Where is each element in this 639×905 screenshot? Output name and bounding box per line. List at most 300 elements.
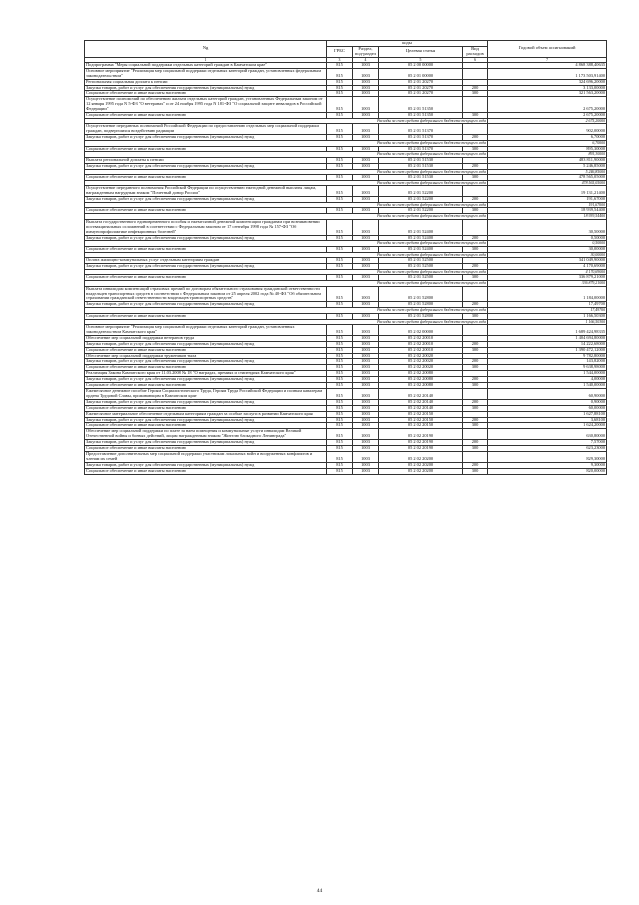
row-amount: 9 782,80000 [488, 353, 607, 359]
row-name: Закупка товаров, работ и услуг для обеспечения государственных (муниципальных) нужд [85, 462, 327, 468]
row-grbs: 815 [327, 146, 353, 152]
subtotal-amount: 6,70000 [488, 141, 607, 146]
row-target: 05 2 01 51530 [379, 157, 463, 163]
row-razdel: 1003 [353, 113, 379, 119]
row-razdel: 1003 [353, 175, 379, 181]
table-row [85, 388, 607, 399]
row-razdel: 1003 [353, 411, 379, 417]
row-target: 05 2 02 20140 [379, 405, 463, 411]
row-grbs: 815 [327, 79, 353, 85]
row-name: Закупка товаров, работ и услуг для обеспечения государственных (муниципальных) нужд [85, 377, 327, 383]
subtotal-label: Расходы за счет средств федерального бюджета текущего года [85, 152, 488, 157]
row-name: Социальное обеспечение и иные выплаты населению [85, 405, 327, 411]
row-name: Осуществление полномочий по обеспечению жильем отдельных категорий граждан, установленных Федеральным законом от 12 января 1995 года N 5-ФЗ "О ветеранах" и от 24 ноября 1995 года N 181-ФЗ "О социальной защите инвалидов в Российской Федерации" [85, 97, 327, 113]
page-number: 44 [316, 888, 323, 894]
row-razdel: 1003 [353, 146, 379, 152]
row-amount: 1 390 472,12000 [488, 347, 607, 353]
row-vid: 200 [463, 235, 488, 241]
row-name: Обеспечение мер социальной поддержки тружеников тыла [85, 353, 327, 359]
row-razdel: 1003 [353, 335, 379, 341]
row-target: 05 2 01 52200 [379, 186, 463, 197]
row-target: 05 2 01 52800 [379, 286, 463, 302]
row-vid: 300 [463, 347, 488, 353]
row-target: 05 2 02 20200 [379, 468, 463, 474]
row-amount: 9 638,98000 [488, 365, 607, 371]
table-row [85, 325, 607, 336]
row-vid: 200 [463, 135, 488, 141]
row-razdel: 1003 [353, 423, 379, 429]
row-target: 05 2 01 51370 [379, 146, 463, 152]
row-grbs: 815 [327, 197, 353, 203]
row-razdel: 1003 [353, 377, 379, 383]
row-target: 05 2 01 52800 [379, 313, 463, 319]
row-grbs: 815 [327, 341, 353, 347]
row-amount: 1 624,20000 [488, 423, 607, 429]
row-name: Социальное обеспечение и иные выплаты населению [85, 347, 327, 353]
budget-table [84, 40, 607, 475]
row-razdel: 1003 [353, 186, 379, 197]
row-amount: 191,67000 [488, 197, 607, 203]
row-razdel: 1003 [353, 302, 379, 308]
row-amount: 18 939,54400 [488, 208, 607, 214]
row-razdel: 1003 [353, 79, 379, 85]
subtotal-label: Расходы за счет средств федерального бюджета текущего года [85, 308, 488, 313]
row-razdel: 1003 [353, 197, 379, 203]
row-grbs: 815 [327, 246, 353, 252]
row-target: 05 2 01 00000 [379, 68, 463, 79]
row-name: Ежемесячное материальное обеспечение отдельным категориям граждан за особые заслуги в развитии Камчатского края [85, 411, 327, 417]
row-amount: 1 173 503,91400 [488, 68, 607, 79]
table-body [85, 62, 607, 474]
row-name: Выплата государственного единовременного пособия и ежемесячной денежной компенсации гражданам при возникновении поствакцинальных осложнений в соответствии с Федеральным законом от 17 сентября 1998 года № 157-ФЗ "Об иммунопрофилактике инфекционных болезней" [85, 219, 327, 235]
row-razdel: 1003 [353, 462, 379, 468]
row-amount: 820,00000 [488, 468, 607, 474]
row-vid: 300 [463, 246, 488, 252]
row-razdel: 1003 [353, 405, 379, 411]
row-grbs: 815 [327, 405, 353, 411]
row-target: 05 2 02 20200 [379, 462, 463, 468]
row-name: Региональная социальная доплата к пенсии [85, 79, 327, 85]
row-name: Ежемесячное денежное пособие Героям Социалистического Труда, Героям Труда Российской Федерации и полным кавалерам ордена Трудовой Славы, проживающим в Камчатском крае [85, 388, 327, 399]
row-razdel: 1003 [353, 286, 379, 302]
row-razdel: 1003 [353, 246, 379, 252]
row-amount: 478 565,05000 [488, 175, 607, 181]
row-vid: 200 [463, 341, 488, 347]
row-grbs: 815 [327, 325, 353, 336]
table-row [85, 97, 607, 113]
row-razdel: 1003 [353, 325, 379, 336]
row-amount: 902,00000 [488, 124, 607, 135]
row-amount: 60,90000 [488, 388, 607, 399]
row-target: 05 2 02 20080 [379, 371, 463, 377]
codes-group-header: коды [327, 41, 488, 47]
subtotal-amount: 18 939,54400 [488, 214, 607, 219]
row-vid [463, 286, 488, 302]
row-vid [463, 124, 488, 135]
row-vid: 300 [463, 446, 488, 452]
row-name: Основное мероприятие "Реализация мер социальной поддержки отдельных категорий граждан, установленных федеральным законодательством" [85, 68, 327, 79]
row-grbs: 815 [327, 347, 353, 353]
row-name: Закупка товаров, работ и услуг для обеспечения государственных (муниципальных) нужд [85, 163, 327, 169]
subtotal-amount: 4 170,69000 [488, 269, 607, 274]
row-vid: 300 [463, 313, 488, 319]
row-razdel: 1003 [353, 235, 379, 241]
row-name: Обеспечение мер социальной поддержки ветеранов труда [85, 335, 327, 341]
subtotal-label: Расходы за счет средств федерального бюджета текущего года [85, 214, 488, 219]
col-grbs-header: ГРБС [327, 46, 353, 57]
col-index: 5 [379, 57, 463, 62]
subtotal-amount: 5 246,85000 [488, 169, 607, 174]
col-index: 6 [463, 57, 488, 62]
row-name: Закупка товаров, работ и услуг для обеспечения государственных (муниципальных) нужд [85, 440, 327, 446]
row-grbs: 815 [327, 91, 353, 97]
row-name: Социальное обеспечение и иные выплаты населению [85, 446, 327, 452]
row-grbs: 815 [327, 440, 353, 446]
row-name: Закупка товаров, работ и услуг для обеспечения государственных (муниципальных) нужд [85, 417, 327, 423]
row-grbs: 815 [327, 258, 353, 264]
row-amount: 623,23000 [488, 446, 607, 452]
row-name: Предоставление дополнительных мер социальной поддержки участникам локальных войн и вооруженных конфликтов и членам их семей [85, 451, 327, 462]
row-grbs: 815 [327, 286, 353, 302]
row-target: 05 2 01 51370 [379, 124, 463, 135]
row-target: 05 2 01 52500 [379, 275, 463, 281]
row-razdel: 1003 [353, 468, 379, 474]
row-vid: 300 [463, 208, 488, 214]
row-amount: 336 879,21000 [488, 275, 607, 281]
row-razdel: 1003 [353, 353, 379, 359]
row-grbs: 815 [327, 68, 353, 79]
row-razdel: 1003 [353, 135, 379, 141]
row-vid: 200 [463, 399, 488, 405]
row-name: Подпрограмма "Меры социальной поддержки отдельных категорий граждан в Камчатском крае" [85, 62, 327, 68]
row-grbs: 815 [327, 264, 353, 270]
row-target: 05 2 01 20270 [379, 91, 463, 97]
row-razdel: 1003 [353, 275, 379, 281]
row-grbs: 815 [327, 113, 353, 119]
row-grbs: 815 [327, 135, 353, 141]
row-target: 05 2 01 52400 [379, 235, 463, 241]
row-target: 05 2 01 52400 [379, 219, 463, 235]
row-razdel: 1003 [353, 347, 379, 353]
row-amount: 341 049,90000 [488, 258, 607, 264]
row-amount: 6,70000 [488, 135, 607, 141]
row-vid: 300 [463, 365, 488, 371]
row-amount: 0,90000 [488, 399, 607, 405]
row-target: 05 2 02 20140 [379, 388, 463, 399]
row-amount: 0,50000 [488, 235, 607, 241]
subtotal-label: Расходы за счет средств федерального бюджета текущего года [85, 241, 488, 246]
subtotal-label: Расходы за счет средств федерального бюджета текущего года [85, 203, 488, 208]
row-razdel: 1003 [353, 163, 379, 169]
row-grbs: 815 [327, 235, 353, 241]
col-name-header: Ng [85, 41, 327, 58]
row-vid [463, 325, 488, 336]
row-name: Закупка товаров, работ и услуг для обеспечения государственных (муниципальных) нужд [85, 359, 327, 365]
row-name: Закупка товаров, работ и услуг для обеспечения государственных (муниципальных) нужд [85, 197, 327, 203]
row-amount: 19 131,21400 [488, 186, 607, 197]
table-row [85, 186, 607, 197]
row-name: Социальное обеспечение и иные выплаты населению [85, 146, 327, 152]
row-name: Осуществление переданных полномочий Российской Федерации по предоставлению отдельных мер социальной поддержки граждан, подвергшихся воздействию радиации [85, 124, 327, 135]
row-grbs: 815 [327, 163, 353, 169]
row-grbs: 815 [327, 353, 353, 359]
row-amount: 1 689 424,98335 [488, 325, 607, 336]
subtotal-amount: 336 879,21000 [488, 281, 607, 286]
row-razdel: 1003 [353, 371, 379, 377]
subtotal-label: Расходы за счет средств федерального бюджета текущего года [85, 169, 488, 174]
row-amount: 7,57000 [488, 440, 607, 446]
row-vid: 300 [463, 383, 488, 389]
subtotal-label: Расходы за счет средств федерального бюджета текущего года [85, 319, 488, 324]
row-amount: 2 675,20000 [488, 113, 607, 119]
row-razdel: 1003 [353, 85, 379, 91]
row-name: Основное мероприятие "Реализация мер социальной поддержки отдельных категорий граждан, установленных законодательством Камчатского края" [85, 325, 327, 336]
row-razdel: 1003 [353, 417, 379, 423]
row-grbs: 815 [327, 124, 353, 135]
row-name: Выплата региональной доплаты к пенсии [85, 157, 327, 163]
row-grbs: 815 [327, 388, 353, 399]
row-target: 05 2 02 20150 [379, 423, 463, 429]
table-row [85, 124, 607, 135]
row-target: 05 2 02 20190 [379, 446, 463, 452]
row-amount: 17,49700 [488, 302, 607, 308]
row-name: Оплата жилищно-коммунальных услуг отдельным категориям граждан [85, 258, 327, 264]
row-vid [463, 68, 488, 79]
row-vid [463, 429, 488, 440]
row-target: 05 2 02 00000 [379, 325, 463, 336]
row-name: Закупка товаров, работ и услуг для обеспечения государственных (муниципальных) нужд [85, 341, 327, 347]
row-target: 05 2 01 52500 [379, 264, 463, 270]
row-vid: 300 [463, 146, 488, 152]
row-target: 05 2 01 20270 [379, 85, 463, 91]
row-amount: 1 166,50300 [488, 313, 607, 319]
row-name: Закупка товаров, работ и услуг для обеспечения государственных (муниципальных) нужд [85, 85, 327, 91]
row-amount: 630,80000 [488, 429, 607, 440]
row-name: Социальное обеспечение и иные выплаты населению [85, 246, 327, 252]
row-vid: 300 [463, 468, 488, 474]
row-grbs: 815 [327, 335, 353, 341]
row-amount: 143,82000 [488, 359, 607, 365]
subtotal-label: Расходы за счет средств федерального бюджета текущего года [85, 269, 488, 274]
row-amount: 1 540,00000 [488, 383, 607, 389]
subtotal-label: Расходы за счет средств федерального бюджета текущего года [85, 118, 488, 123]
row-vid [463, 219, 488, 235]
row-target: 05 2 01 52400 [379, 246, 463, 252]
row-amount: 1 184,00000 [488, 286, 607, 302]
row-amount: 5 246,85000 [488, 163, 607, 169]
row-name: Социальное обеспечение и иные выплаты населению [85, 91, 327, 97]
col-index: 3 [327, 57, 353, 62]
row-grbs: 815 [327, 446, 353, 452]
row-grbs: 815 [327, 62, 353, 68]
row-vid [463, 388, 488, 399]
table-row [85, 286, 607, 302]
row-razdel: 1003 [353, 446, 379, 452]
row-vid: 200 [463, 417, 488, 423]
subtotal-amount: 0,50000 [488, 241, 607, 246]
row-vid: 300 [463, 113, 488, 119]
table-row [85, 451, 607, 462]
row-amount: 483 811,90000 [488, 157, 607, 163]
row-name: Закупка товаров, работ и услуг для обеспечения государственных (муниципальных) нужд [85, 135, 327, 141]
row-target: 05 2 02 20020 [379, 359, 463, 365]
row-name: Закупка товаров, работ и услуг для обеспечения государственных (муниципальных) нужд [85, 399, 327, 405]
row-amount: 60,00000 [488, 405, 607, 411]
row-razdel: 1003 [353, 429, 379, 440]
row-razdel: 1003 [353, 359, 379, 365]
row-amount: 9,30000 [488, 462, 607, 468]
row-razdel: 1003 [353, 208, 379, 214]
row-target: 05 2 01 52200 [379, 208, 463, 214]
row-grbs: 815 [327, 186, 353, 197]
row-vid [463, 186, 488, 197]
row-vid: 200 [463, 359, 488, 365]
row-vid: 200 [463, 85, 488, 91]
subtotal-amount: 191,67000 [488, 203, 607, 208]
row-name: Выплата инвалидам компенсаций страховых премий по договорам обязательного страхования гражданской ответственности владельцев транспортных средств в соответствии с Федеральным законом от 25 апреля 2002 года № 40-ФЗ "Об обязательном страховании гражданской ответственности владельцев транспортных средств" [85, 286, 327, 302]
row-grbs: 815 [327, 302, 353, 308]
row-grbs: 815 [327, 383, 353, 389]
row-name: Социальное обеспечение и иные выплаты населению [85, 365, 327, 371]
row-vid: 300 [463, 91, 488, 97]
row-name: Социальное обеспечение и иные выплаты населению [85, 423, 327, 429]
row-amount: 1 627,88100 [488, 411, 607, 417]
row-razdel: 1003 [353, 440, 379, 446]
row-razdel: 1003 [353, 399, 379, 405]
row-amount: 1 404 694,80000 [488, 335, 607, 341]
row-grbs: 815 [327, 377, 353, 383]
row-razdel: 1003 [353, 365, 379, 371]
row-vid: 200 [463, 440, 488, 446]
col-razdel-header: Раздел, под-раздел [353, 46, 379, 57]
row-amount: 14 222,68000 [488, 341, 607, 347]
row-vid: 200 [463, 302, 488, 308]
row-vid: 300 [463, 175, 488, 181]
subtotal-amount: 895,30000 [488, 152, 607, 157]
row-target: 05 2 02 20020 [379, 353, 463, 359]
row-razdel: 1003 [353, 62, 379, 68]
row-name: Социальное обеспечение и иные выплаты населению [85, 208, 327, 214]
row-grbs: 815 [327, 85, 353, 91]
row-target: 05 2 01 51350 [379, 97, 463, 113]
row-vid: 200 [463, 377, 488, 383]
row-name: Социальное обеспечение и иные выплаты населению [85, 275, 327, 281]
row-grbs: 815 [327, 423, 353, 429]
row-grbs: 815 [327, 371, 353, 377]
row-grbs: 815 [327, 208, 353, 214]
row-name: Социальное обеспечение и иные выплаты населению [85, 175, 327, 181]
row-razdel: 1003 [353, 264, 379, 270]
row-amount: 4,00000 [488, 377, 607, 383]
row-target: 05 2 02 20020 [379, 365, 463, 371]
row-target: 05 2 02 20150 [379, 417, 463, 423]
row-grbs: 815 [327, 219, 353, 235]
row-razdel: 1003 [353, 388, 379, 399]
row-target: 05 2 02 20200 [379, 451, 463, 462]
subtotal-label: Расходы за счет средств федерального бюджета текущего года [85, 141, 488, 146]
row-name: Закупка товаров, работ и услуг для обеспечения государственных (муниципальных) нужд [85, 264, 327, 270]
row-target: 05 2 00 00000 [379, 62, 463, 68]
row-razdel: 1003 [353, 157, 379, 163]
row-amount: 895,30000 [488, 146, 607, 152]
col-index: 7 [488, 57, 607, 62]
row-target: 05 2 02 20080 [379, 377, 463, 383]
row-target: 05 2 02 20190 [379, 429, 463, 440]
row-razdel: 1003 [353, 258, 379, 264]
row-target: 05 2 02 20140 [379, 399, 463, 405]
row-grbs: 815 [327, 468, 353, 474]
row-grbs: 815 [327, 275, 353, 281]
subtotal-amount: 1 166,50300 [488, 319, 607, 324]
row-amount: 3,68100 [488, 417, 607, 423]
col-vid-header: Вид расходов [463, 46, 488, 57]
col-amount-header: Годовой объем ассигнований [488, 41, 607, 58]
subtotal-label: Расходы за счет средств федерального бюджета текущего года [85, 252, 488, 257]
document-page [84, 40, 606, 475]
row-amount: 4 868 388,40635 [488, 62, 607, 68]
row-target: 05 2 02 20080 [379, 383, 463, 389]
row-razdel: 1003 [353, 219, 379, 235]
row-vid: 200 [463, 264, 488, 270]
row-razdel: 1003 [353, 451, 379, 462]
row-grbs: 815 [327, 313, 353, 319]
row-name: Социальное обеспечение и иные выплаты населению [85, 113, 327, 119]
row-vid: 300 [463, 275, 488, 281]
row-name: Закупка товаров, работ и услуг для обеспечения государственных (муниципальных) нужд [85, 302, 327, 308]
row-target: 05 2 02 20010 [379, 341, 463, 347]
row-razdel: 1003 [353, 91, 379, 97]
row-name: Реализация Закона Камчатского края от 11.03.2008 № 18 "О наградах, премиях и стипендиях Камчатского края" [85, 371, 327, 377]
row-name: Социальное обеспечение и иные выплаты населению [85, 313, 327, 319]
row-amount: 324 696,20000 [488, 79, 607, 85]
row-vid [463, 451, 488, 462]
row-grbs: 815 [327, 365, 353, 371]
subtotal-label: Расходы за счет средств федерального бюджета текущего года [85, 281, 488, 286]
row-vid: 200 [463, 197, 488, 203]
col-target-header: Целевая статья [379, 46, 463, 57]
row-razdel: 1003 [353, 97, 379, 113]
subtotal-amount: 17,49700 [488, 308, 607, 313]
row-target: 05 2 02 20010 [379, 335, 463, 341]
table-row [85, 219, 607, 235]
row-target: 05 2 01 51530 [379, 175, 463, 181]
row-target: 05 2 01 52200 [379, 197, 463, 203]
row-razdel: 1003 [353, 341, 379, 347]
row-grbs: 815 [327, 462, 353, 468]
row-grbs: 815 [327, 175, 353, 181]
row-amount: 30,50000 [488, 219, 607, 235]
row-name: Социальное обеспечение и иные выплаты населению [85, 383, 327, 389]
row-target: 05 2 02 20190 [379, 440, 463, 446]
row-grbs: 815 [327, 359, 353, 365]
row-amount: 4 170,69000 [488, 264, 607, 270]
subtotal-amount: 478 565,05000 [488, 180, 607, 185]
row-razdel: 1003 [353, 383, 379, 389]
row-amount: 30,00000 [488, 246, 607, 252]
row-vid: 200 [463, 163, 488, 169]
row-target: 05 2 01 51350 [379, 113, 463, 119]
row-target: 05 2 01 52800 [379, 302, 463, 308]
row-vid: 300 [463, 405, 488, 411]
row-vid: 200 [463, 462, 488, 468]
row-razdel: 1003 [353, 68, 379, 79]
row-name: Социальное обеспечение и иные выплаты населению [85, 468, 327, 474]
row-amount: 3 133,00000 [488, 85, 607, 91]
table-row [85, 468, 607, 474]
row-target: 05 2 01 52500 [379, 258, 463, 264]
row-grbs: 815 [327, 451, 353, 462]
row-razdel: 1003 [353, 313, 379, 319]
